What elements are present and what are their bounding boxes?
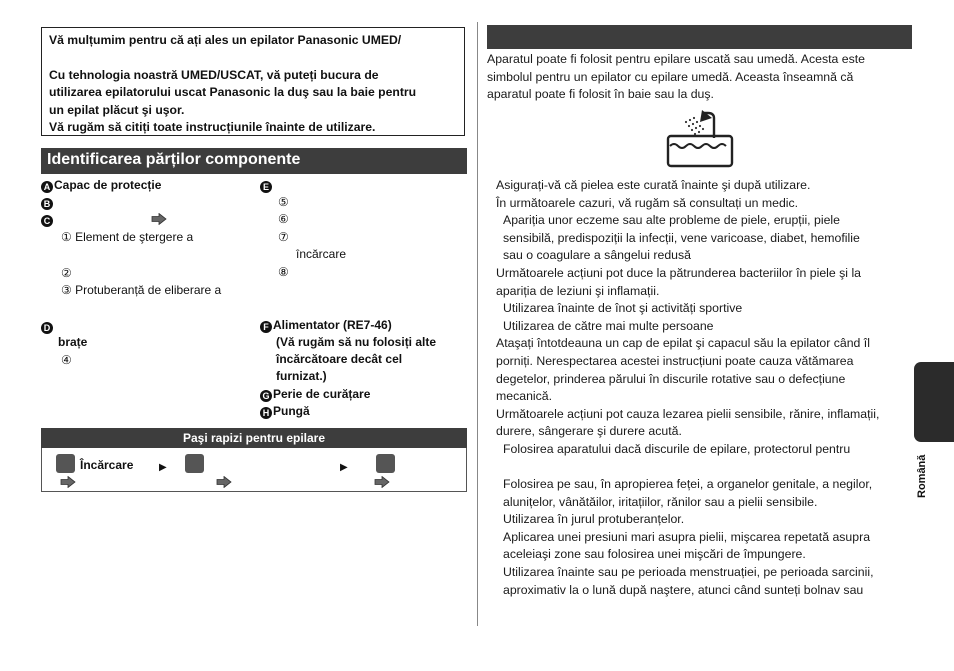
part-c-2: ② [61,266,72,280]
warn-line-8: Utilizarea înainte de înot şi activități sportive [503,301,743,316]
warn-line-1: Asigurați-vă că pielea este curată înainte şi după utilizare. [496,178,811,192]
warn-line-14: Următoarele acțiuni pot cauza lezarea pielii sensibile, rănire, inflamații, [496,406,880,421]
warn-line-4: sensibilă, predispoziții la infecții, vene varicoase, diabet, hemofilie [503,230,860,245]
warn-line-17: Folosirea pe sau, în apropierea feței, a organelor genitale, a negilor, [503,477,873,492]
warn-line-3: Apariția unor eczeme sau alte probleme de piele, erupții, piele [503,213,840,228]
part-a [41,177,161,195]
badge-g: G [260,390,272,402]
part-d-text: brațe [58,335,88,349]
warn-line-22: Utilizarea înainte sau pe perioada menstruației, pe perioada sarcinii, [503,565,874,580]
warn-line-19: Utilizarea în jurul protuberanțelor. [503,512,685,527]
step-3-arrow-icon [374,476,390,488]
warn-line-2: În următoarele cazuri, vă rugăm să consultați un medic. [496,195,799,210]
part-f-note-3: furnizat.) [276,369,327,383]
warn-line-9: Utilizarea de către mai multe persoane [503,318,714,333]
warn-line-5: sau o coagulare a sângelui redusă [503,248,692,263]
step-1-label: Încărcare [80,458,134,472]
warn-line-6: Următoarele acțiuni pot duce la pătrunderea bacteriilor în piele şi la [496,265,862,280]
badge-e: E [260,181,272,193]
part-g-label: Perie de curățare [273,387,371,401]
intro-line-2: Cu tehnologia noastră UMED/USCAT, vă puteți bucura de [49,67,379,82]
warn-line-11: porniți. Nerespectarea acestei instrucțiuni poate cauza vătămarea [496,353,854,368]
intro-box [41,27,465,136]
warn-line-12: degetelor, prinderea părului în discurile rotative sau o defecțiune [496,371,846,386]
section-title: Identificarea părților componente [41,148,467,174]
badge-a: A [41,181,53,193]
intro-line-4: un epilat plăcut şi uşor. [49,102,185,117]
part-f-label: Alimentator (RE7-46) [273,318,392,332]
badge-c: C [41,215,53,227]
badge-h: H [260,407,272,419]
part-e-7-cont: încărcare [296,247,347,261]
warn-line-16: Folosirea aparatului dacă discurile de epilare, protectorul pentru [503,441,851,456]
intro-line-3: utilizarea epilatorului uscat Panasonic la duş sau la baie pentru [49,85,417,99]
language-label: Română [916,454,928,498]
part-c-1: ① Element de ştergere a [61,230,194,244]
warn-line-20: Aplicarea unei presiuni mari asupra pielii, mişcarea repetată asupra [503,529,871,544]
part-f-note-1: (Vă rugăm să nu folosiți alte [276,335,437,349]
part-e-5: ⑤ [278,195,289,209]
step-2-icon [185,454,204,473]
part-e [260,177,273,195]
warn-line-18: alunițelor, vânătăilor, iritațiilor, rănilor sau a pielii sensibile. [503,494,818,509]
part-g [260,386,370,404]
quick-steps-title: Paşi rapizi pentru epilare [41,428,467,448]
right-section-bar [487,25,912,49]
part-d [41,318,54,336]
part-f-note-2: încărcătoare decât cel [276,352,403,366]
shower-bath-icon [664,110,736,168]
badge-d: D [41,322,53,334]
warnings-block [496,177,879,599]
part-h-label: Pungă [273,404,310,418]
wet-intro-paragraph [487,51,865,104]
triangle-right-icon-2: ▶ [340,462,348,473]
part-e-8: ⑧ [278,265,289,279]
warn-line-7: apariția de leziuni şi inflamații. [496,283,660,298]
part-a-label: Capac de protecție [54,178,162,192]
part-b [41,194,54,212]
step-1-icon [56,454,75,473]
wet-intro-line-3: aparatul poate fi folosit în baie sau la duş. [487,87,714,102]
column-divider [477,22,478,626]
language-tab [914,362,954,442]
triangle-right-icon: ▶ [159,462,167,473]
intro-line-5: Vă rugăm să citiți toate instrucțiunile înainte de utilizare. [49,120,376,134]
warn-line-23: aproximativ la o lună după naştere, atunci când sunteți bolnav sau [503,582,864,597]
step-1-arrow-icon [60,476,76,488]
part-d-4: ④ [61,353,72,367]
warn-line-15: durere, sângerare şi durere acută. [496,424,682,439]
wet-intro-line-2: simbolul pentru un epilator cu epilare umedă. Aceasta înseamnă că [487,69,854,84]
intro-line-1: Vă mulțumim pentru că ați ales un epilator Panasonic UMED/ [49,33,402,47]
step-2-arrow-icon [216,476,232,488]
badge-f: F [260,321,272,333]
part-e-6: ⑥ [278,212,289,226]
warn-line-21: aceleiaşi zone sau folosirea unei mişcări de împungere. [503,547,806,562]
warn-line-10: Ataşați întotdeauna un cap de epilat şi capacul său la epilator când îl [496,336,870,351]
badge-b: B [41,198,53,210]
wet-intro-line-1: Aparatul poate fi folosit pentru epilare uscată sau umedă. Acesta este [487,52,866,66]
part-e-7: ⑦ [278,230,289,244]
part-f [260,317,392,335]
part-h [260,403,310,421]
step-3-icon [376,454,395,473]
part-c-3: ③ Protuberanță de eliberare a [61,283,222,297]
warn-line-13: mecanică. [496,389,553,404]
right-arrow-icon [151,213,167,225]
part-c [41,211,54,229]
